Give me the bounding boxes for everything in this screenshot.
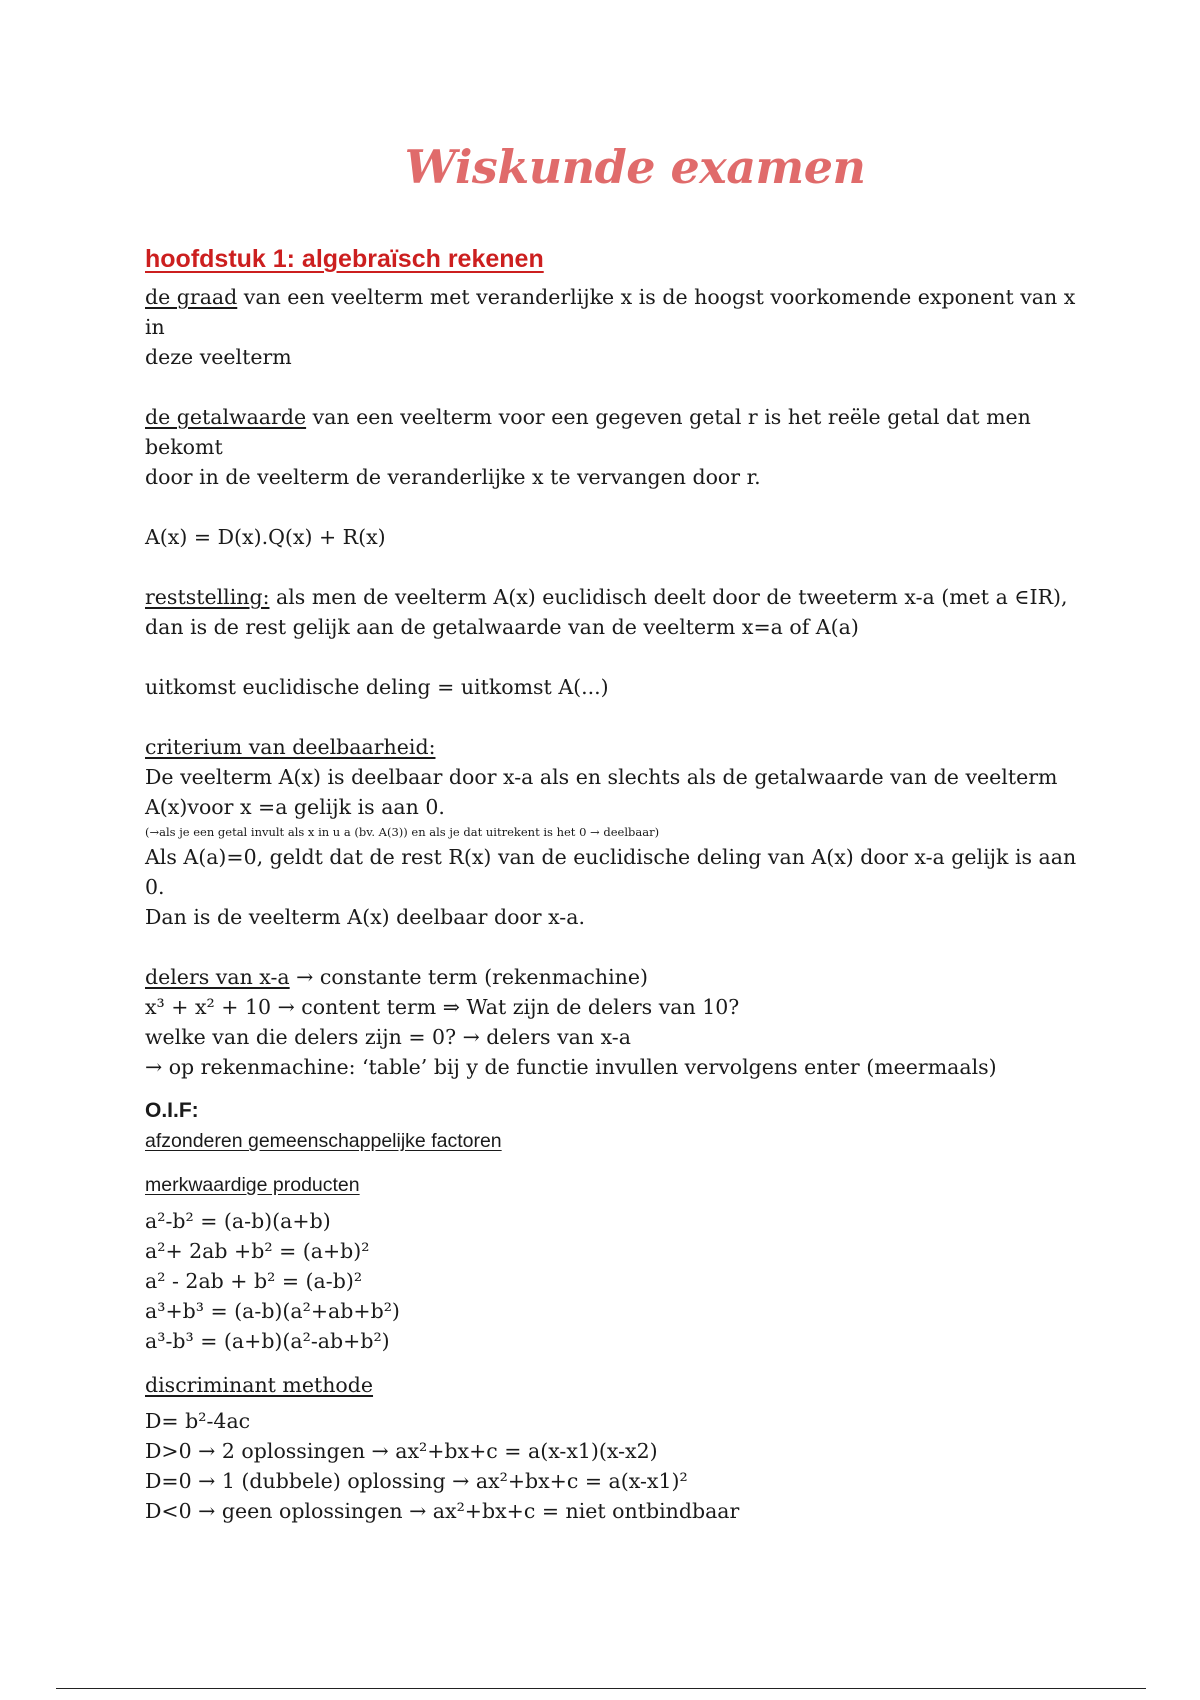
- oif-subheading: afzonderen gemeenschappelijke factoren: [145, 1130, 502, 1152]
- graad-definition: [145, 282, 1085, 372]
- reststelling-definition: [145, 582, 1085, 642]
- discriminant-item: D= b²-4ac: [145, 1409, 251, 1433]
- criterium-line-4: Dan is de veelterm A(x) deelbaar door x-a.: [145, 905, 585, 929]
- delers-line-1: [145, 962, 1085, 992]
- merkwaardige-item: a³-b³ = (a+b)(a²-ab+b²): [145, 1329, 390, 1353]
- page-title: Wiskunde examen: [404, 140, 866, 194]
- page-bottom-divider: [56, 1688, 1146, 1689]
- merkwaardige-item: a³+b³ = (a-b)(a²+ab+b²): [145, 1299, 400, 1323]
- division-formula: A(x) = D(x).Q(x) + R(x): [145, 525, 386, 549]
- discriminant-item: D<0 → geen oplossingen → ax²+bx+c = niet ontbindbaar: [145, 1499, 740, 1523]
- reststelling-line-2: dan is de rest gelijk aan de getalwaarde van de veelterm x=a of A(a): [145, 615, 859, 639]
- discriminant-heading: discriminant methode: [145, 1373, 374, 1397]
- document-page: [145, 140, 1085, 1526]
- discriminant-item: D>0 → 2 oplossingen → ax²+bx+c = a(x-x1)(x-x2): [145, 1439, 658, 1463]
- getalwaarde-definition: [145, 402, 1085, 492]
- getalwaarde-term: de getalwaarde: [145, 405, 307, 429]
- graad-line-1: van een veelterm met veranderlijke x is de hoogst voorkomende exponent van x in: [145, 285, 1076, 339]
- getalwaarde-line-2: door in de veelterm de veranderlijke x te vervangen door r.: [145, 465, 761, 489]
- merkwaardige-item: a²-b² = (a-b)(a+b): [145, 1209, 331, 1233]
- criterium-line-1: De veelterm A(x) is deelbaar door x-a als en slechts als de getalwaarde van de veelterm: [145, 765, 1058, 789]
- criterium-term: criterium van deelbaarheid:: [145, 735, 436, 759]
- criterium-line-3: Als A(a)=0, geldt dat de rest R(x) van de euclidische deling van A(x) door x-a gelijk is aan 0.: [145, 845, 1077, 899]
- merkwaardige-heading: merkwaardige producten: [145, 1174, 360, 1196]
- discriminant-item: D=0 → 1 (dubbele) oplossing → ax²+bx+c = a(x-x1)²: [145, 1469, 688, 1493]
- merkwaardige-item: a²+ 2ab +b² = (a+b)²: [145, 1239, 370, 1263]
- delers-line-2: x³ + x² + 10 → content term ⇒ Wat zijn de delers van 10?: [145, 995, 740, 1019]
- delers-text-1: → constante term (rekenmachine): [289, 965, 649, 989]
- delers-term: delers van x-a: [145, 965, 290, 989]
- criterium-note: (→als je een getal invult als x in u a (bv. A(3)) en als je dat uitrekent is het 0 → deelbaar): [145, 825, 660, 839]
- graad-term: de graad: [145, 285, 238, 309]
- graad-line-2: deze veelterm: [145, 345, 292, 369]
- reststelling-term: reststelling:: [145, 585, 270, 609]
- merkwaardige-item: a² - 2ab + b² = (a-b)²: [145, 1269, 363, 1293]
- uitkomst-line: uitkomst euclidische deling = uitkomst A(...): [145, 675, 609, 699]
- delers-line-4: → op rekenmachine: ‘table’ bij y de functie invullen vervolgens enter (meermaals): [145, 1055, 997, 1079]
- oif-heading: O.I.F:: [145, 1099, 199, 1122]
- delers-line-3: welke van die delers zijn = 0? → delers van x-a: [145, 1025, 631, 1049]
- chapter-heading: hoofdstuk 1: algebraïsch rekenen: [145, 245, 544, 273]
- criterium-line-2: A(x)voor x =a gelijk is aan 0.: [145, 795, 445, 819]
- reststelling-line-1: als men de veelterm A(x) euclidisch deelt door de tweeterm x-a (met a ∈IR),: [269, 585, 1068, 609]
- getalwaarde-line-1: van een veelterm voor een gegeven getal r is het reële getal dat men bekomt: [145, 405, 1031, 459]
